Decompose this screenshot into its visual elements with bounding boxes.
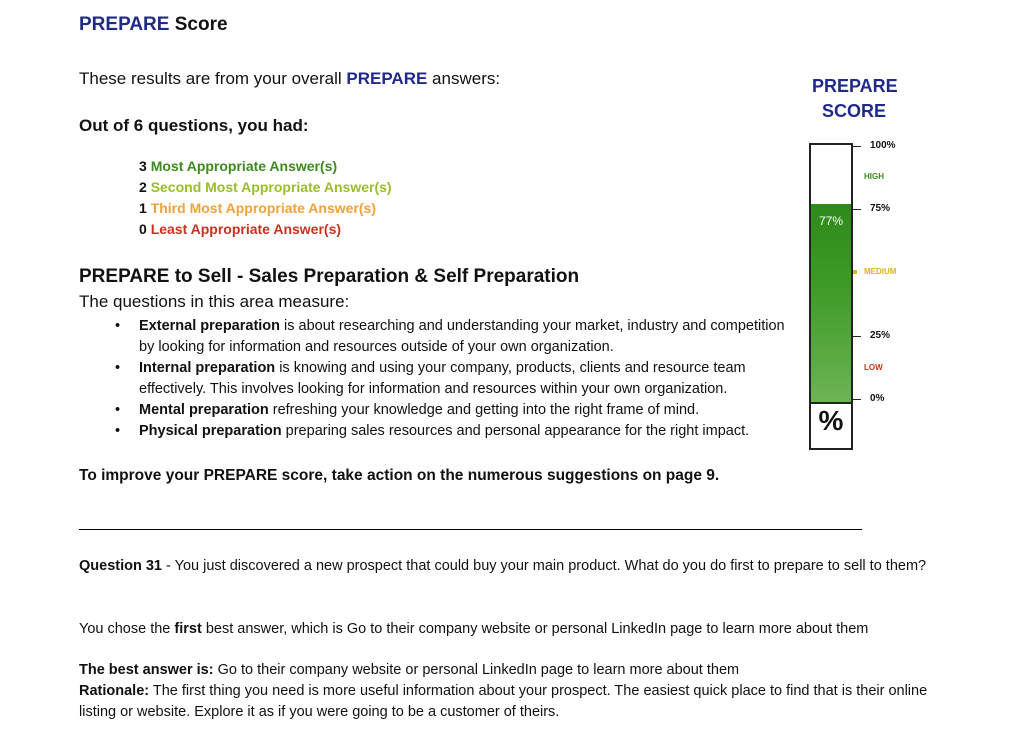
- answer-count: 0: [139, 221, 147, 237]
- percent-icon: %: [818, 405, 844, 436]
- rationale: [79, 681, 949, 723]
- bullet-text: preparing sales resources and personal appearance for the right impact.: [281, 423, 750, 439]
- answer-least: [139, 221, 341, 237]
- bullet-term: Physical preparation: [139, 423, 282, 439]
- zone-medium: MEDIUM: [864, 267, 897, 276]
- tick-25: [853, 336, 861, 337]
- tick-label-25: 25%: [870, 330, 891, 341]
- tick-label-0: 0%: [870, 393, 885, 404]
- page-title: [79, 14, 228, 36]
- out-of-heading: Out of 6 questions, you had:: [79, 116, 309, 135]
- answer-count: 2: [139, 179, 147, 195]
- gauge-empty: [811, 145, 851, 204]
- gauge-fill: [811, 204, 851, 402]
- tick-label-100: 100%: [870, 140, 896, 151]
- best-text: Go to their company website or personal LinkedIn page to learn more about them: [213, 662, 740, 678]
- answer-most: [139, 158, 337, 174]
- chosen-rank: first: [174, 621, 202, 637]
- chosen-answer: [79, 619, 949, 640]
- gauge-divider: [811, 402, 851, 404]
- divider: [79, 529, 862, 530]
- list-item: [79, 316, 799, 358]
- best-answer: [79, 660, 949, 681]
- intro-text: [79, 69, 500, 89]
- tick-100: [853, 146, 861, 147]
- tick-0: [853, 399, 861, 400]
- answer-label: Second Most Appropriate Answer(s): [150, 179, 392, 195]
- zone-medium-marker: [853, 270, 857, 274]
- bullet-term: Mental preparation: [139, 402, 269, 418]
- rationale-text: The first thing you need is more useful information about your prospect. The easiest quick place to find that is their online listing or website. Explore it as if you were going to be a customer of theirs.: [79, 683, 928, 720]
- answer-count: 3: [139, 158, 147, 174]
- section-subtitle: The questions in this area measure:: [79, 292, 350, 311]
- chosen-prefix: You chose the: [79, 621, 175, 637]
- gauge-title-line2: SCORE: [821, 101, 886, 121]
- chosen-suffix: best answer, which is Go to their company website or personal LinkedIn page to learn more about them: [201, 621, 869, 637]
- list-item: [79, 421, 799, 442]
- section-title: PREPARE to Sell - Sales Preparation & Self Preparation: [79, 266, 580, 287]
- answer-third: [139, 200, 376, 216]
- bullet-icon: •: [115, 402, 121, 418]
- bullet-text: is about researching and understanding your market, industry and competition by looking for information and resources outside of your own organization.: [139, 318, 785, 355]
- best-label: The best answer is:: [79, 662, 214, 678]
- gauge-value-label: 77%: [818, 214, 844, 229]
- intro-brand: PREPARE: [346, 69, 428, 88]
- gauge-title-line1: PREPARE: [812, 76, 898, 96]
- bullet-icon: •: [115, 360, 121, 376]
- gauge-title: [812, 74, 896, 124]
- list-item: [79, 400, 799, 421]
- answer-label: Most Appropriate Answer(s): [150, 158, 338, 174]
- title-brand: PREPARE: [79, 14, 170, 35]
- answer-second: [139, 179, 392, 195]
- bullet-text: is knowing and using your company, products, clients and resource team effectively. This involves looking for information and resources within your own organization.: [139, 360, 746, 397]
- bullet-icon: •: [115, 318, 121, 334]
- intro-suffix: answers:: [427, 69, 501, 88]
- measure-list: [79, 316, 799, 442]
- tick-label-75: 75%: [870, 203, 891, 214]
- bullet-icon: •: [115, 423, 121, 439]
- list-item: [79, 358, 799, 400]
- answer-label: Least Appropriate Answer(s): [150, 221, 342, 237]
- rationale-label: Rationale:: [79, 683, 150, 699]
- intro-prefix: These results are from your overall: [79, 69, 347, 88]
- question-label: Question 31: [79, 558, 162, 574]
- zone-high: HIGH: [864, 172, 884, 181]
- question-body: - You just discovered a new prospect that could buy your main product. What do you do first to prepare to sell to them?: [162, 558, 927, 574]
- question-text: [79, 556, 949, 577]
- bullet-term: Internal preparation: [139, 360, 276, 376]
- improve-note: To improve your PREPARE score, take action on the numerous suggestions on page 9.: [79, 467, 720, 484]
- answer-label: Third Most Appropriate Answer(s): [150, 200, 376, 216]
- bullet-text: refreshing your knowledge and getting into the right frame of mind.: [268, 402, 700, 418]
- answer-count: 1: [139, 200, 147, 216]
- title-rest: Score: [169, 14, 228, 35]
- zone-low: LOW: [864, 363, 883, 372]
- tick-75: [853, 209, 861, 210]
- bullet-term: External preparation: [139, 318, 281, 334]
